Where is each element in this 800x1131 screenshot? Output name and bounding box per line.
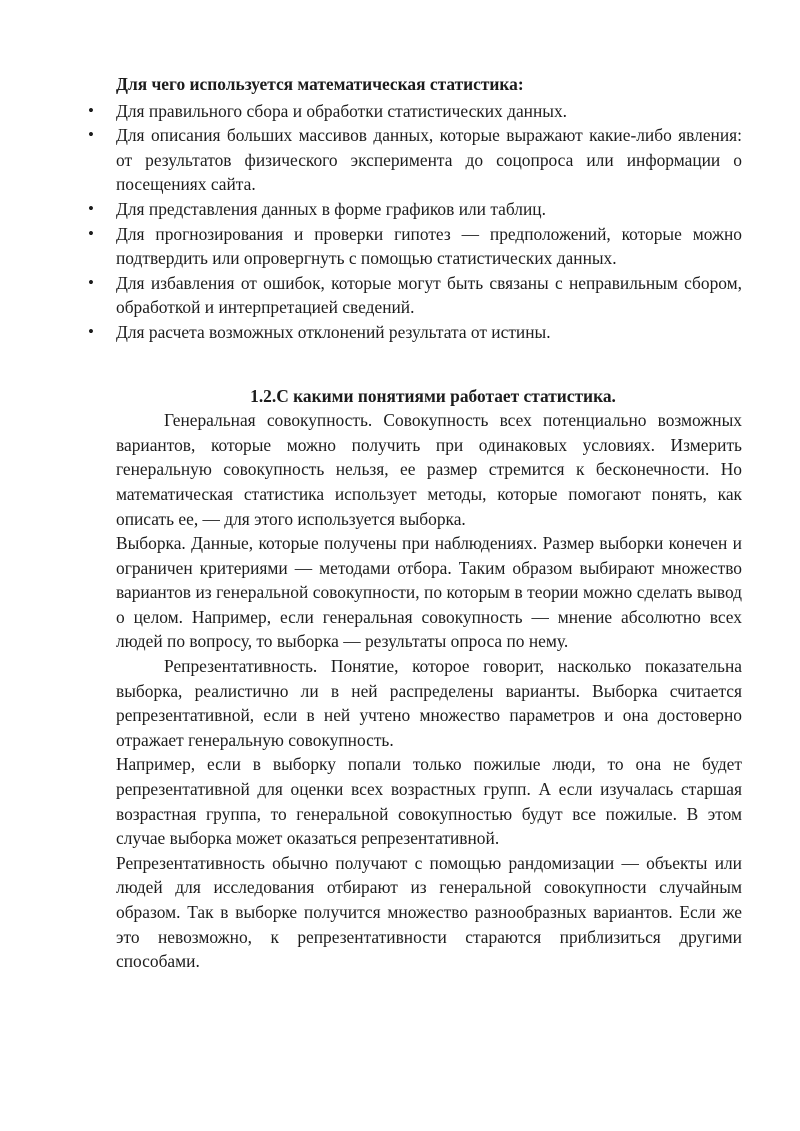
paragraph-example: Например, если в выборку попали только пожилые люди, то она не будет репрезентативной для оценки всех возрастных групп. А если изучалась старшая возрастная группа, то генеральной совокупностью будут все пожилые. В этом случае выборка может оказаться репрезентативной. [116,754,742,849]
list-item-text: Для описания больших массивов данных, которые выражают какие-либо явления: от результатов физического эксперимента до соцопроса или информации о посещениях сайта. [116,125,742,195]
list-item [88,197,742,222]
list-item-text: Для расчета возможных отклонений результата от истины. [116,321,551,342]
list-item-text: Для представления данных в форме графиков или таблиц. [116,198,546,219]
list-item-text: Для прогнозирования и проверки гипотез — предположений, которые можно подтвердить или опровергнуть с помощью статистических данных. [116,223,742,269]
list-item [88,99,742,124]
paragraph-randomization: Репрезентативность обычно получают с помощью рандомизации — объекты или людей для исследования отбирают из генеральной совокупности случайным образом. Так в выборке получится множество разнообразных вариантов. Если же это невозможно, к репрезентативности стараются приблизиться другими способами. [116,852,742,972]
bullet-icon: • [88,223,94,243]
paragraph-general-population: Генеральная совокупность. Совокупность всех потенциально возможных вариантов, которые можно получить при одинаковых условиях. Измерить генеральную совокупность нельзя, ее размер стремится к бесконечности. Но математическая статистика использует методы, которые помогают понять, как описать ее, — для этого используется выборка. [116,410,742,529]
list-item-text: Для правильного сбора и обработки статистических данных. [116,100,568,121]
list-item [88,123,742,197]
paragraph-representativeness: Репрезентативность. Понятие, которое говорит, насколько показательна выборка, реалистично ли в ней распределены варианты. Выборка считается репрезентативной, если в ней учтено множество параметров и она достоверно отражает генеральную совокупность. [116,656,742,750]
list-item [88,320,742,345]
bullet-icon: • [88,100,94,120]
section-title: 1.2.С какими понятиями работает статистика. [250,385,616,406]
bullet-icon: • [88,321,94,341]
bullet-icon: • [88,198,94,218]
bullet-icon: • [88,272,94,292]
uses-list [88,99,742,345]
bullet-icon: • [88,125,94,145]
list-item [88,222,742,271]
list-item-text: Для избавления от ошибок, которые могут быть связаны с неправильным сбором, обработкой и интерпретацией сведений. [116,272,742,318]
intro-heading: Для чего используется математическая статистика: [116,74,524,94]
list-item [88,271,742,320]
paragraph-sample: Выборка. Данные, которые получены при наблюдениях. Размер выборки конечен и ограничен критериями — методами отбора. Таким образом выбирают множество вариантов из генеральной совокупности, по которым в теории можно сделать вывод о целом. Например, если генеральная совокупность — мнение абсолютно всех людей по вопросу, то выборка — результаты опроса по нему. [116,533,742,652]
